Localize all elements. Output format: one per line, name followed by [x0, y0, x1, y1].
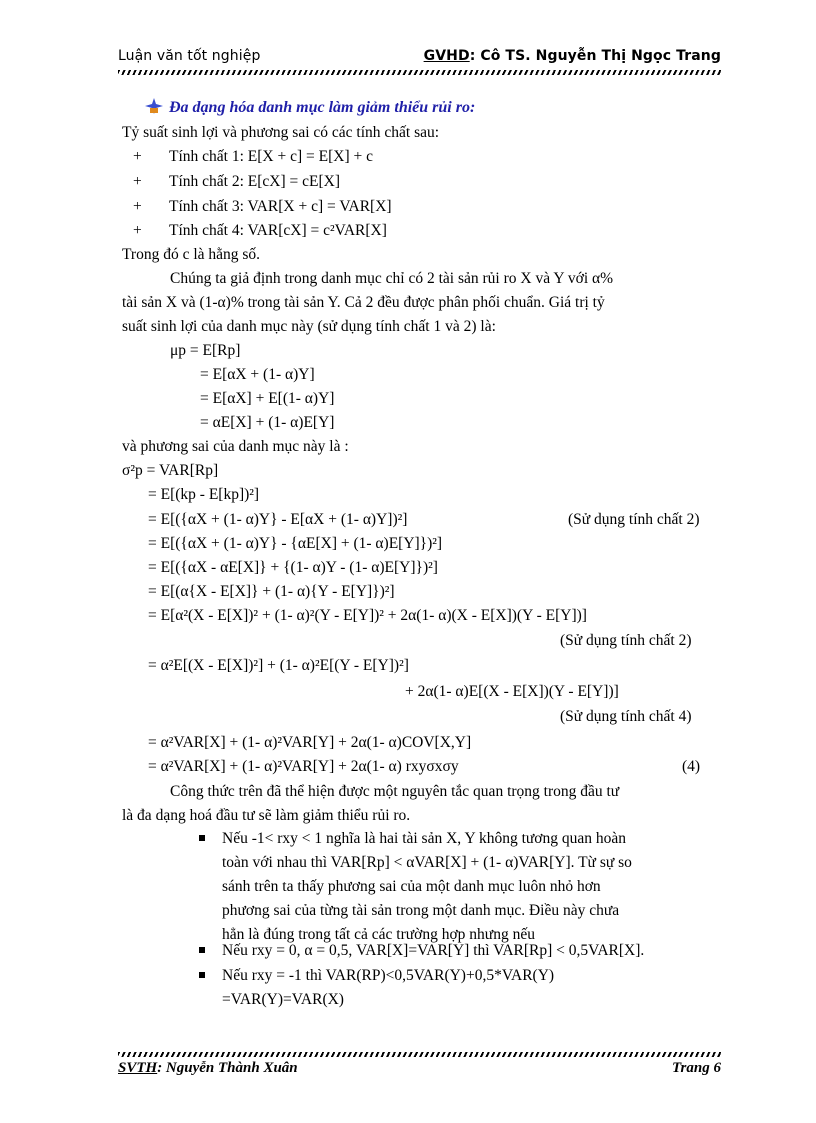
- bullet1-line1: Nếu -1< rxy < 1 nghĩa là hai tài sản X, Y không tương quan hoàn: [222, 830, 626, 847]
- var-eq-10: = α²VAR[X] + (1- α)²VAR[Y] + 2α(1- α)COV[X,Y]: [148, 734, 472, 751]
- bullet1-line3: sánh trên ta thấy phương sai của một danh mục luôn nhỏ hơn: [222, 878, 601, 895]
- note-property-2a: (Sử dụng tính chất 2): [568, 511, 700, 528]
- para1-line1: Chúng ta giả định trong danh mục chỉ có 2 tài sản rủi ro X và Y với α%: [170, 270, 614, 287]
- var-eq-7: = E[α²(X - E[X])² + (1- α)²(Y - E[Y])² + 2α(1- α)(X - E[X])(Y - E[Y])]: [148, 607, 587, 624]
- bullet-star-icon: [145, 98, 163, 114]
- note-property-2b: (Sử dụng tính chất 2): [560, 632, 692, 649]
- section-heading: Đa dạng hóa danh mục làm giảm thiểu rủi ro:: [169, 99, 476, 116]
- mean-eq-1: μp = E[Rp]: [170, 342, 241, 359]
- var-eq-5: = E[({αX - αE[X]} + {(1- α)Y - (1- α)E[Y]})²]: [148, 559, 438, 576]
- var-eq-6: = E[(α{X - E[X]} + (1- α){Y - E[Y]})²]: [148, 583, 395, 600]
- var-eq-8: = α²E[(X - E[X])²] + (1- α)²E[(Y - E[Y])²]: [148, 657, 409, 674]
- var-eq-2: = E[(kp - E[kp])²]: [148, 486, 260, 503]
- bullet-square-icon: [199, 947, 205, 953]
- property-4: + Tính chất 4: VAR[cX] = c²VAR[X]: [133, 222, 387, 239]
- thesis-label: Luận văn tốt nghiệp: [118, 48, 261, 64]
- note-property-4: (Sử dụng tính chất 4): [560, 708, 692, 725]
- property-1-text: Tính chất 1: E[X + c] = E[X] + c: [169, 148, 373, 165]
- bullet1-line5: hẳn là đúng trong tất cả các trường hợp nhưng nếu: [222, 926, 535, 943]
- mean-eq-4: = αE[X] + (1- α)E[Y]: [200, 414, 335, 431]
- mean-eq-3: = E[αX] + E[(1- α)Y]: [200, 390, 335, 407]
- bullet2-line: Nếu rxy = 0, α = 0,5, VAR[X]=VAR[Y] thì VAR[Rp] < 0,5VAR[X].: [222, 942, 645, 959]
- author-label: [118, 1060, 298, 1077]
- author-name: : Nguyễn Thành Xuân: [157, 1060, 298, 1076]
- property-2-text: Tính chất 2: E[cX] = cE[X]: [169, 173, 340, 190]
- bullet1-line4: phương sai của từng tài sản trong một danh mục. Điều này chưa: [222, 902, 620, 919]
- bullet3-line2: =VAR(Y)=VAR(X): [222, 991, 344, 1008]
- property-4-text: Tính chất 4: VAR[cX] = c²VAR[X]: [169, 222, 387, 239]
- constant-note: Trong đó c là hằng số.: [122, 246, 261, 263]
- page-header: [118, 48, 721, 70]
- para1-line3: suất sinh lợi của danh mục này (sử dụng tính chất 1 và 2) là:: [122, 318, 496, 335]
- property-3-text: Tính chất 3: VAR[X + c] = VAR[X]: [169, 198, 392, 215]
- bullet-square-icon: [199, 972, 205, 978]
- var-eq-9: + 2α(1- α)E[(X - E[X])(Y - E[Y])]: [405, 683, 619, 700]
- bullet-square-icon: [199, 835, 205, 841]
- section-heading-row: [145, 98, 475, 118]
- para2-line1: Công thức trên đã thể hiện được một nguyên tắc quan trọng trong đầu tư: [170, 783, 620, 800]
- footer-rule: [118, 1052, 721, 1057]
- property-3: + Tính chất 3: VAR[X + c] = VAR[X]: [133, 198, 392, 215]
- var-eq-1: σ²p = VAR[Rp]: [122, 462, 219, 479]
- intro-text: Tỷ suất sinh lợi và phương sai có các tính chất sau:: [122, 124, 440, 141]
- var-eq-3: = E[({αX + (1- α)Y} - E[αX + (1- α)Y])²]: [148, 511, 408, 528]
- para2-line2: là đa dạng hoá đầu tư sẽ làm giảm thiểu rủi ro.: [122, 807, 411, 824]
- page-number: Trang 6: [671, 1060, 721, 1076]
- bullet1-line2: toàn với nhau thì VAR[Rp] < αVAR[X] + (1- α)VAR[Y]. Từ sự so: [222, 854, 632, 871]
- supervisor-name: : Cô TS. Nguyễn Thị Ngọc Trang: [469, 48, 721, 64]
- property-2: + Tính chất 2: E[cX] = cE[X]: [133, 173, 340, 190]
- supervisor-prefix: GVHD: [423, 48, 470, 64]
- property-1: + Tính chất 1: E[X + c] = E[X] + c: [133, 148, 373, 165]
- para1-line2: tài sản X và (1-α)% trong tài sản Y. Cả 2 đều được phân phối chuẩn. Giá trị tỷ: [122, 294, 605, 311]
- mean-eq-2: = E[αX + (1- α)Y]: [200, 366, 315, 383]
- var-eq-4: = E[({αX + (1- α)Y} - {αE[X] + (1- α)E[Y]})²]: [148, 535, 443, 552]
- equation-number: (4): [682, 758, 701, 775]
- author-prefix: SVTH: [118, 1060, 158, 1076]
- supervisor-label: [424, 48, 721, 64]
- bullet3-line1: Nếu rxy = -1 thì VAR(RP)<0,5VAR(Y)+0,5*VAR(Y): [222, 967, 555, 984]
- variance-intro: và phương sai của danh mục này là :: [122, 438, 349, 455]
- header-rule: [118, 70, 721, 75]
- var-eq-11: = α²VAR[X] + (1- α)²VAR[Y] + 2α(1- α) rxyσxσy: [148, 758, 459, 775]
